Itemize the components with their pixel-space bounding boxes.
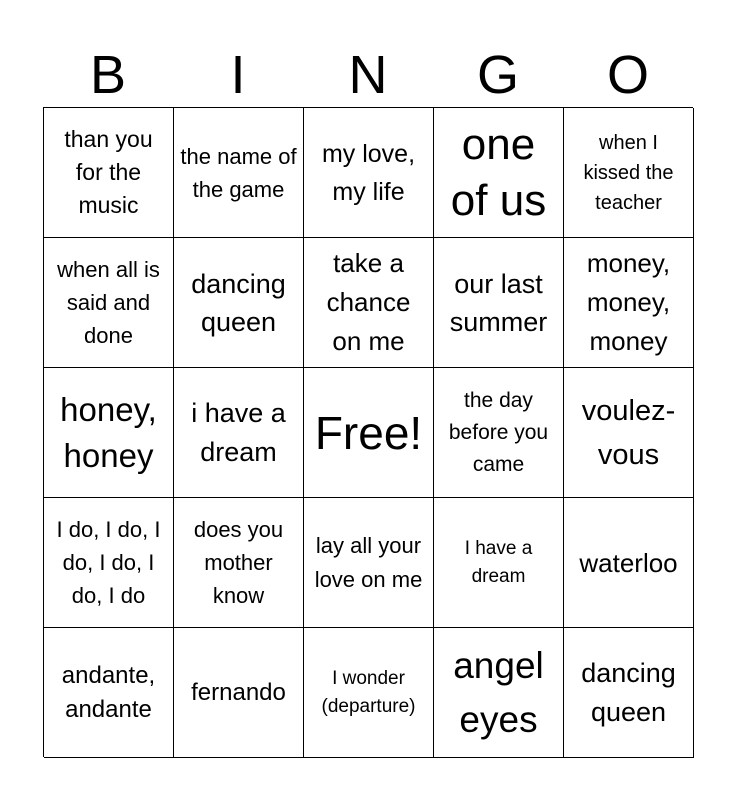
bingo-cell[interactable] bbox=[174, 108, 304, 238]
bingo-cell[interactable] bbox=[434, 238, 564, 368]
cell-text: honey, honey bbox=[60, 390, 157, 474]
bingo-cell[interactable] bbox=[564, 368, 694, 498]
bingo-cell[interactable] bbox=[174, 628, 304, 758]
cell-text: I have a dream bbox=[464, 537, 533, 587]
cell-text: my love, my life bbox=[321, 139, 416, 206]
bingo-cell[interactable] bbox=[304, 498, 434, 628]
cell-text: i have a dream bbox=[191, 397, 286, 467]
cell-text: take a chance on me bbox=[326, 248, 411, 356]
cell-text: waterloo bbox=[579, 547, 678, 578]
bingo-cell[interactable] bbox=[434, 108, 564, 238]
bingo-cell[interactable] bbox=[44, 628, 174, 758]
bingo-cell[interactable] bbox=[174, 238, 304, 368]
bingo-cell[interactable] bbox=[44, 238, 174, 368]
bingo-cell[interactable] bbox=[174, 498, 304, 628]
bingo-cell[interactable] bbox=[564, 108, 694, 238]
bingo-cell[interactable] bbox=[564, 628, 694, 758]
bingo-cell[interactable] bbox=[434, 628, 564, 758]
bingo-grid bbox=[43, 107, 693, 757]
cell-text: than you for the music bbox=[64, 126, 153, 218]
bingo-cell[interactable] bbox=[304, 628, 434, 758]
cell-text: I wonder (departure) bbox=[321, 667, 416, 717]
header-letter-n: N bbox=[348, 45, 388, 105]
bingo-cell[interactable] bbox=[44, 108, 174, 238]
bingo-cell[interactable] bbox=[434, 498, 564, 628]
bingo-cell[interactable] bbox=[564, 498, 694, 628]
bingo-cell[interactable] bbox=[564, 238, 694, 368]
bingo-cell[interactable] bbox=[304, 238, 434, 368]
cell-text: angel eyes bbox=[453, 644, 544, 740]
bingo-header bbox=[43, 42, 693, 108]
cell-text: does you mother know bbox=[193, 517, 284, 608]
header-letter-b: B bbox=[89, 45, 127, 105]
bingo-cell[interactable] bbox=[44, 368, 174, 498]
bingo-free-space[interactable] bbox=[304, 368, 434, 498]
cell-text: money, money, money bbox=[586, 248, 671, 356]
cell-text: voulez-vous bbox=[581, 394, 676, 471]
bingo-cell[interactable] bbox=[304, 108, 434, 238]
cell-text: the name of the game bbox=[180, 143, 297, 202]
header-letter-o: O bbox=[606, 45, 649, 105]
cell-text: the day before you came bbox=[448, 388, 549, 476]
cell-text: fernando bbox=[191, 678, 286, 706]
bingo-cell[interactable] bbox=[44, 498, 174, 628]
header-letter-g: G bbox=[476, 45, 519, 105]
cell-text: when I kissed the teacher bbox=[583, 131, 674, 214]
cell-text: dancing queen bbox=[581, 657, 676, 727]
cell-text: one of us bbox=[450, 119, 547, 225]
free-space-text: Free! bbox=[314, 406, 423, 459]
cell-text: I do, I do, I do, I do, I do, I do bbox=[56, 517, 161, 608]
cell-text: when all is said and done bbox=[57, 257, 160, 348]
bingo-cell[interactable] bbox=[434, 368, 564, 498]
header-letter-i: I bbox=[230, 45, 246, 105]
bingo-cell[interactable] bbox=[174, 368, 304, 498]
cell-text: andante, andante bbox=[61, 661, 156, 723]
cell-text: our last summer bbox=[449, 268, 548, 337]
cell-text: lay all your love on me bbox=[314, 532, 423, 592]
cell-text: dancing queen bbox=[191, 268, 286, 337]
